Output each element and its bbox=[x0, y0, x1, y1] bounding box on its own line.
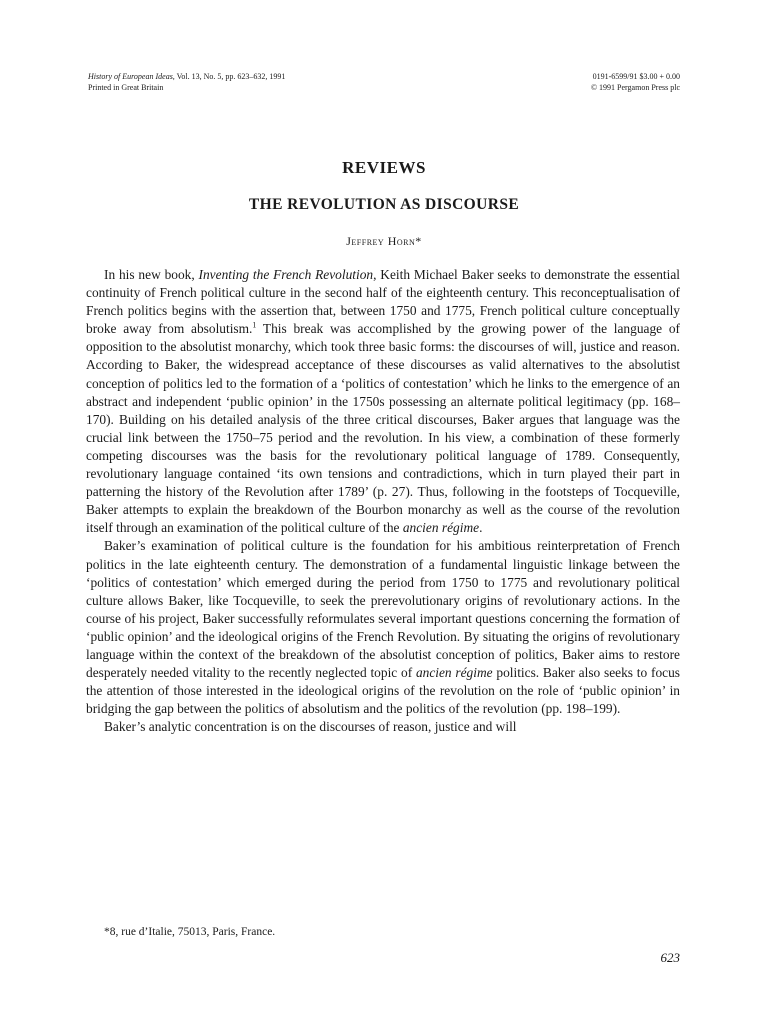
text-run: politics. Baker also seeks to focus the attention of those interested in the ideological origins of the revolution on the role of ‘public opinion’ in bridging the gap between the politics of absolutism and the politics of the revolution (pp. 198–199). bbox=[86, 665, 680, 717]
footnote-marker: 1 bbox=[252, 320, 257, 330]
running-header-right bbox=[591, 71, 680, 93]
text-run: This break was accomplished by the growing power of the language of opposition to the absolutist monarchy, which took three basic forms: the discourses of will, justice and reason. According to Baker, the widespread acceptance of these discourses as valid alternatives to the absolutist conception of politics led to the formation of a ‘politics of contestation’ which he links to the emergence of an abstract and independent ‘public opinion’ in the 1750s possessing an alternate political legitimacy (pp. 168–170). Building on his detailed analysis of the three critical discourses, Baker argues that language was the crucial link between the 1750–75 period and the revolution. In his view, a combination of these formerly competing discourses was the basis for the revolutionary political language of 1789. Consequently, revolutionary language contained ‘its own tensions and contradictions, which in turn played their part in patterning the history of the Revolution after 1789’ (p. 27). Thus, following in the footsteps of Tocqueville, Baker attempts to explain the breakdown of the Bourbon monarchy as well as the course of the revolution itself through an examination of the political culture of the bbox=[86, 321, 680, 536]
journal-name: History of European Ideas, bbox=[88, 72, 175, 81]
article-body bbox=[86, 266, 680, 736]
text-run: Baker’s examination of political culture is the foundation for his ambitious reinterpretation of French politics in the late eighteenth century. The demonstration of a fundamental linguistic linkage between the ‘politics of contestation’ which emerged during the period from 1750 to 1775 and revolutionary political culture allows Baker, like Tocqueville, to seek the prerevolutionary origins of revolutionary actions. In the course of his project, Baker successfully reformulates several important questions concerning the formation of ‘public opinion’ and the ideological origins of the French Revolution. By situating the origins of revolutionary language within the context of the breakdown of the absolutist conception of politics, Baker aims to restore desperately needed vitality to the recently neglected topic of bbox=[86, 538, 680, 681]
text-run: . bbox=[479, 520, 483, 536]
author-footnote: *8, rue d’Italie, 75013, Paris, France. bbox=[104, 926, 276, 938]
section-title: REVIEWS bbox=[342, 158, 426, 177]
body-paragraph bbox=[86, 537, 680, 718]
italic-run: ancien régime bbox=[402, 520, 480, 536]
printed-note: Printed in Great Britain bbox=[88, 83, 164, 92]
journal-citation bbox=[88, 71, 285, 82]
volume-info: Vol. 13, No. 5, pp. 623–632, 1991 bbox=[174, 72, 286, 81]
body-paragraph bbox=[86, 718, 680, 736]
page-number: 623 bbox=[660, 950, 680, 965]
text-run: Baker’s analytic concentration is on the discourses of reason, justice and will bbox=[104, 719, 517, 735]
author-name: Jeffrey Horn* bbox=[346, 234, 422, 248]
body-paragraph bbox=[86, 266, 680, 537]
article-title: THE REVOLUTION AS DISCOURSE bbox=[248, 196, 520, 213]
text-run: In his new book, bbox=[104, 267, 199, 282]
issn-price: 0191-6599/91 $3.00 + 0.00 bbox=[592, 72, 680, 81]
italic-run: Inventing the French Revolution bbox=[198, 267, 374, 282]
text-run: , Keith Michael Baker seeks to demonstrate the essential continuity of French political culture in the second half of the eighteenth century. This reconceptualisation of French politics begins with the assertion that, between 1750 and 1775, French political culture conceptually broke away from absolutism. bbox=[86, 267, 680, 337]
italic-run: ancien régime bbox=[415, 665, 493, 681]
copyright-notice: © 1991 Pergamon Press plc bbox=[590, 83, 680, 92]
running-header-left bbox=[88, 71, 285, 93]
